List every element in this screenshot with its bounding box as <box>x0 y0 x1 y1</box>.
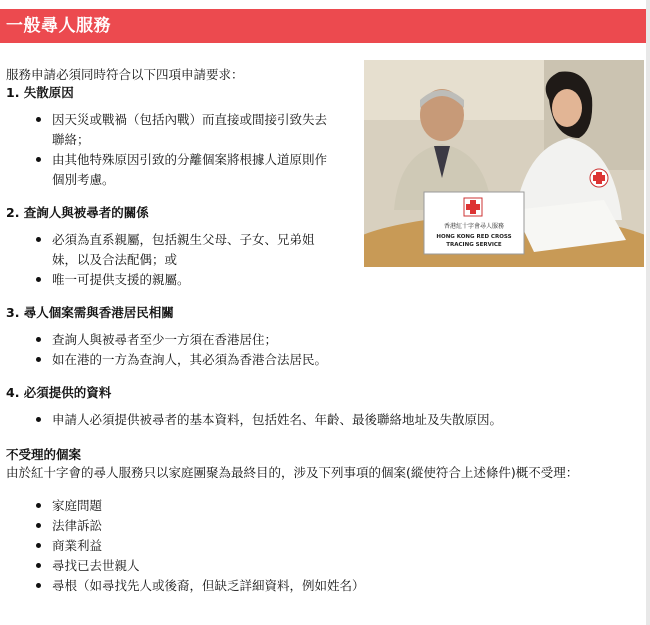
list-item: 唯一可提供支援的親屬。 <box>6 270 336 290</box>
section-list-required-info <box>6 410 642 430</box>
list-item: 由其他特殊原因引致的分離個案將根據人道原則作個別考慮。 <box>6 150 336 190</box>
list-item: 必須為直系親屬，包括親生父母、子女、兄弟姐妹，以及合法配偶；或 <box>6 230 336 270</box>
page-header-bar <box>0 9 650 43</box>
intro-text: 服務申請必須同時符合以下四項申請要求： <box>6 67 244 82</box>
list-item: 因天災或戰禍（包括內戰）而直接或間接引致失去聯絡； <box>6 110 336 150</box>
list-item: 商業利益 <box>6 536 642 556</box>
page-title: 一般尋人服務 <box>6 16 111 36</box>
list-item: 家庭問題 <box>6 496 642 516</box>
sign-line2: HONG KONG RED CROSS <box>436 234 512 240</box>
section-title-required-info: 4. 必須提供的資料 <box>6 385 112 400</box>
list-item: 申請人必須提供被尋者的基本資料，包括姓名、年齡、最後聯絡地址及失散原因。 <box>6 410 642 430</box>
main-content <box>6 66 642 596</box>
section-list-relationship <box>6 230 336 290</box>
not-accepted-intro: 由於紅十字會的尋人服務只以家庭團聚為最終目的，涉及下列事項的個案(縱使符合上述條件)概不受理： <box>6 465 579 480</box>
section-title-relationship: 2. 查詢人與被尋者的關係 <box>6 205 149 220</box>
section-list-cause <box>6 110 336 190</box>
sign-line1: 香港紅十字會尋人服務 <box>443 223 505 230</box>
scrollbar[interactable] <box>646 0 650 625</box>
not-accepted-title: 不受理的個案 <box>6 447 82 462</box>
list-item: 如在港的一方為查詢人，其必須為香港合法居民。 <box>6 350 642 370</box>
list-item: 法律訴訟 <box>6 516 642 536</box>
list-item: 尋根（如尋找先人或後裔，但缺乏詳細資料，例如姓名） <box>6 576 642 596</box>
sign-line3: TRACING SERVICE <box>446 242 502 248</box>
section-list-hk-relation <box>6 330 642 370</box>
list-item: 尋找已去世親人 <box>6 556 642 576</box>
list-item: 查詢人與被尋者至少一方須在香港居住； <box>6 330 642 350</box>
section-title-hk-relation: 3. 尋人個案需與香港居民相關 <box>6 305 174 320</box>
not-accepted-list <box>6 496 642 596</box>
section-title-cause: 1. 失散原因 <box>6 85 74 100</box>
